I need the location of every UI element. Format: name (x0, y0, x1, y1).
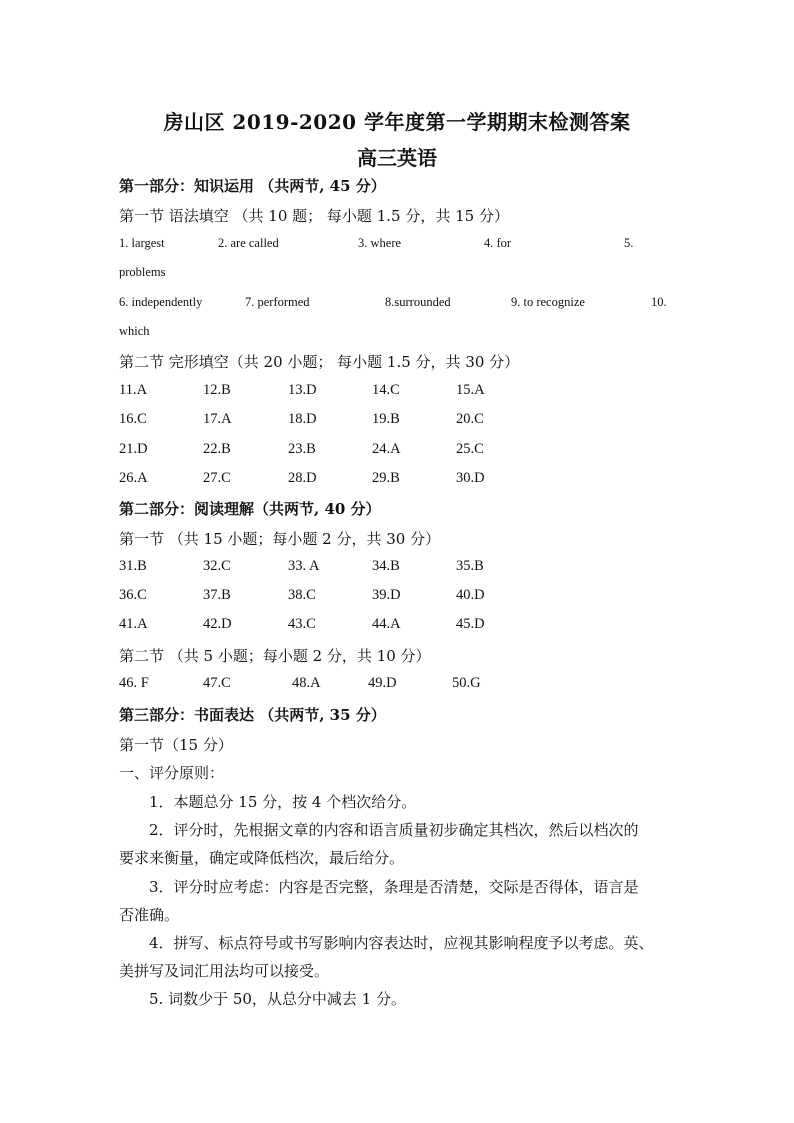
answer-item: 44.A (372, 616, 401, 632)
answer-item: 2. are called (218, 236, 279, 250)
answer-item: 10. (651, 295, 667, 309)
answer-item: 42.D (203, 616, 232, 632)
answer-item: 21.D (119, 441, 148, 457)
page-title: 房山区 2019-2020 学年度第一学期期末检测答案 (163, 110, 631, 134)
answer-item: 5. (624, 236, 634, 250)
answer-item: 20.C (456, 411, 484, 427)
principle-4-line1: 4．拼写、标点符号或书写影响内容表达时，应视其影响程度予以考虑。英、 (149, 934, 654, 952)
principle-3-line1: 3．评分时应考虑：内容是否完整，条理是否清楚，交际是否得体，语言是 (149, 878, 639, 896)
part1-sec2-heading: 第二节 完形填空（共 20 小题； 每小题 1.5 分，共 30 分） (119, 353, 520, 371)
answer-item: 9. to recognize (511, 295, 585, 309)
part1-heading: 第一部分：知识运用 （共两节, 45 分） (119, 177, 386, 195)
principles-heading: 一、评分原则： (119, 764, 225, 782)
answer-item: 36.C (119, 587, 147, 603)
answer-item: 25.C (456, 441, 484, 457)
answer-item: 3. where (358, 236, 402, 250)
answer-item: 19.B (372, 411, 400, 427)
answer-item: 32.C (203, 558, 231, 574)
page-subtitle: 高三英语 (357, 146, 437, 170)
answer-item: 33. A (288, 558, 320, 574)
answer-item: 34.B (372, 558, 400, 574)
part3-sec1-heading: 第一节（15 分） (119, 736, 233, 754)
answer-item: 18.D (288, 411, 317, 427)
answer-item: 49.D (368, 675, 397, 691)
answer-item: 1. largest (119, 236, 165, 250)
answer-item: 43.C (288, 616, 316, 632)
answer-item: 22.B (203, 441, 231, 457)
answer-item: 39.D (372, 587, 401, 603)
answer-item: 11.A (119, 382, 148, 398)
answer-item: 46. F (119, 675, 149, 691)
answer-item: 14.C (372, 382, 400, 398)
answer-item: 38.C (288, 587, 316, 603)
answer-item: 13.D (288, 382, 317, 398)
principle-4-line2: 美拼写及词汇用法均可以接受。 (119, 962, 330, 980)
answer-item: 28.D (288, 470, 317, 486)
answer-item: 30.D (456, 470, 485, 486)
answer-item: 23.B (288, 441, 316, 457)
answer-item: 47.C (203, 675, 231, 691)
principle-1: 1．本题总分 15 分，按 4 个档次给分。 (149, 793, 417, 811)
answer-item: 48.A (292, 675, 321, 691)
answer-item: 17.A (203, 411, 232, 427)
principle-3-line2: 否准确。 (119, 906, 180, 924)
principle-2-line1: 2．评分时，先根据文章的内容和语言质量初步确定其档次，然后以档次的 (149, 821, 639, 839)
answer-item: 45.D (456, 616, 485, 632)
answer-item-wrap: which (119, 324, 150, 338)
answer-item: 15.A (456, 382, 485, 398)
answer-item: 12.B (203, 382, 231, 398)
answer-item: 27.C (203, 470, 231, 486)
part2-sec2-heading: 第二节 （共 5 小题；每小题 2 分，共 10 分） (119, 647, 431, 665)
answer-item: 50.G (452, 675, 481, 691)
answer-item: 31.B (119, 558, 147, 574)
answer-item: 16.C (119, 411, 147, 427)
answer-item: 7. performed (245, 295, 310, 309)
answer-item: 26.A (119, 470, 148, 486)
part2-sec1-heading: 第一节 （共 15 小题；每小题 2 分，共 30 分） (119, 530, 441, 548)
answer-item: 24.A (372, 441, 401, 457)
answer-item-wrap: problems (119, 265, 166, 279)
part3-heading: 第三部分：书面表达 （共两节, 35 分） (119, 706, 386, 724)
principle-2-line2: 要求来衡量，确定或降低档次，最后给分。 (119, 849, 405, 867)
part2-heading: 第二部分：阅读理解（共两节, 40 分） (119, 500, 381, 518)
answer-item: 4. for (484, 236, 512, 250)
answer-item: 6. independently (119, 295, 203, 309)
part1-sec1-heading: 第一节 语法填空 （共 10 题； 每小题 1.5 分，共 15 分） (119, 207, 509, 225)
answer-item: 8.surrounded (385, 295, 451, 309)
principle-5: 5. 词数少于 50，从总分中减去 1 分。 (149, 990, 407, 1008)
answer-item: 40.D (456, 587, 485, 603)
answer-item: 35.B (456, 558, 484, 574)
answer-item: 37.B (203, 587, 231, 603)
answer-item: 29.B (372, 470, 400, 486)
answer-item: 41.A (119, 616, 148, 632)
